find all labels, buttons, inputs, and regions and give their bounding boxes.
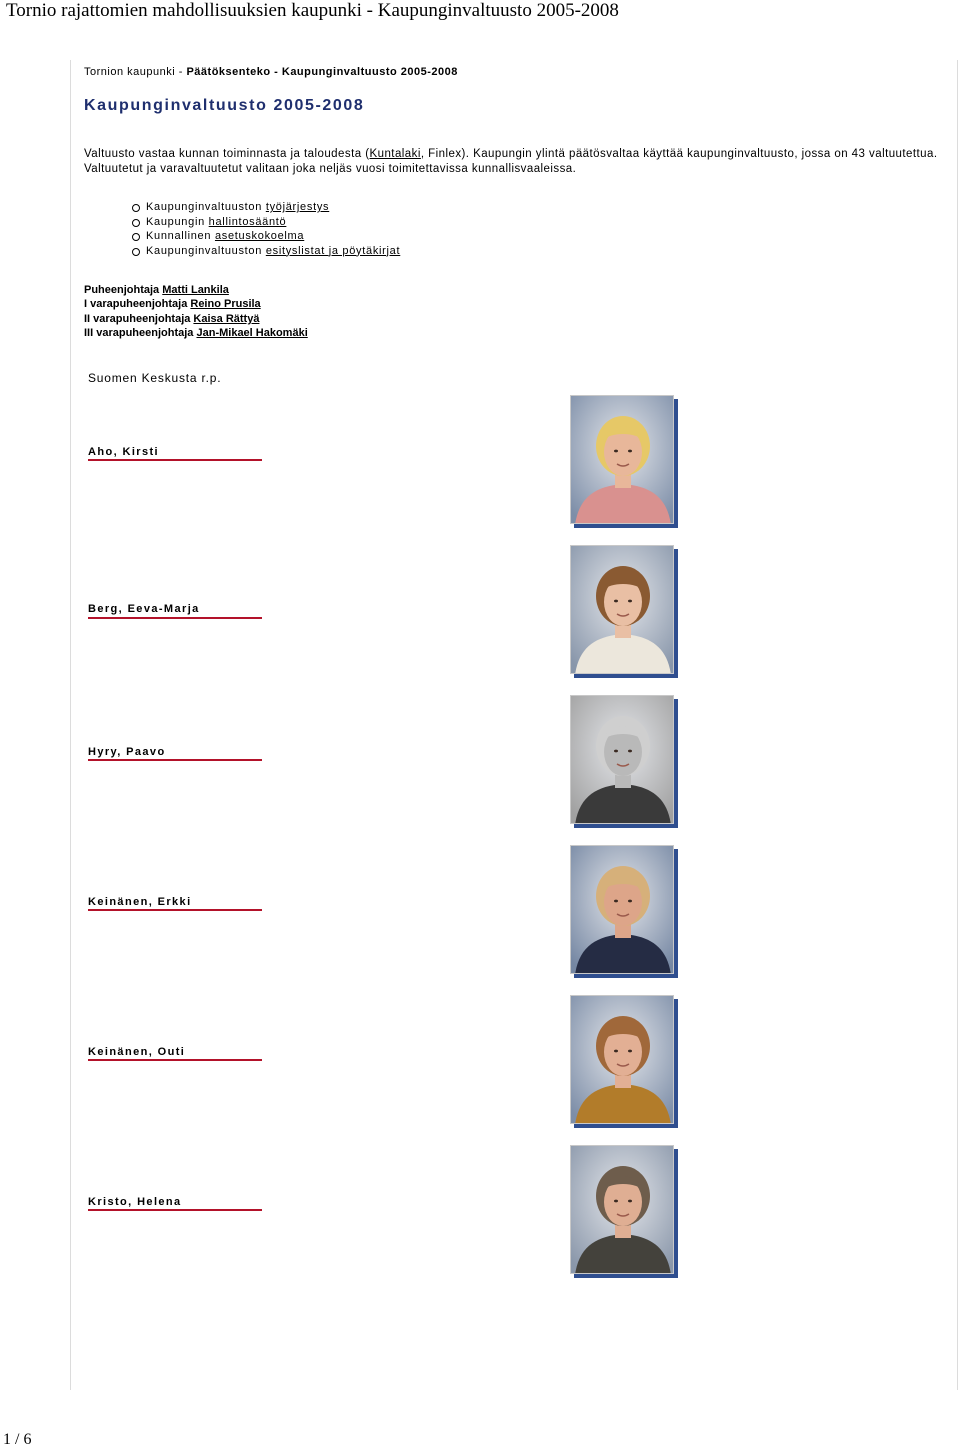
officer-name-link[interactable]: Kaisa Rättyä (193, 312, 260, 325)
officer-name-link[interactable]: Jan-Mikael Hakomäki (196, 326, 308, 339)
officer-role: I varapuheenjohtaja (84, 298, 191, 311)
intro-text-1: Valtuusto vastaa kunnan toiminnasta ja taloudesta ( (84, 148, 370, 160)
member-photo (570, 695, 678, 828)
page-heading: Kaupunginvaltuusto 2005-2008 (84, 97, 365, 114)
officer-row (84, 326, 308, 340)
officer-row (84, 297, 308, 311)
name-underline-rule (88, 759, 262, 761)
intro-paragraph (84, 147, 944, 177)
member-photo (570, 545, 678, 678)
link-prefix: Kunnallinen (146, 230, 215, 242)
officer-row (84, 283, 308, 297)
officer-role: Puheenjohtaja (84, 284, 163, 296)
member-photo (570, 845, 678, 978)
intro-text-2: , Finlex). Kaupungin ylintä päätösvaltaa käyttää kaupunginvaltuusto, jossa on 43 valtuutettua. Valtuutetut ja varavaltuutetut valitaan joka neljäs vuosi toimitettavissa kunnallisvaaleissa. (84, 148, 938, 175)
link-prefix: Kaupunginvaltuuston (146, 201, 266, 213)
content-frame (70, 60, 958, 1390)
officer-name-link[interactable]: Matti Lankila (162, 284, 229, 296)
kuntalaki-link[interactable]: Kuntalaki (369, 148, 421, 160)
member-photo (570, 995, 678, 1128)
officer-role: II varapuheenjohtaja (84, 312, 194, 325)
name-underline-rule (88, 1209, 262, 1211)
breadcrumb-current: Päätöksenteko - Kaupunginvaltuusto 2005-2008 (186, 66, 458, 78)
document-links-list (130, 200, 400, 258)
list-item (130, 244, 400, 259)
member-name-link[interactable]: Hyry, Paavo (88, 746, 166, 758)
member-photo (570, 1145, 678, 1278)
tyojarjestys-link[interactable]: työjärjestys (265, 201, 330, 213)
member-name-link[interactable]: Aho, Kirsti (88, 446, 160, 458)
link-prefix: Kaupungin (146, 215, 209, 228)
officer-name-link[interactable]: Reino Prusila (190, 298, 261, 311)
breadcrumb (84, 66, 458, 78)
name-underline-rule (88, 459, 262, 461)
portrait-photo-icon (570, 395, 674, 524)
member-name-link[interactable]: Berg, Eeva-Marja (88, 603, 200, 615)
portrait-photo-icon (570, 845, 674, 974)
breadcrumb-prefix[interactable]: Tornion kaupunki - (84, 66, 187, 78)
portrait-photo-icon (570, 995, 674, 1124)
member-name-link[interactable]: Keinänen, Erkki (88, 896, 192, 908)
asetuskokoelma-link[interactable]: asetuskokoelma (214, 230, 305, 242)
portrait-photo-icon (570, 1145, 674, 1274)
member-name-link[interactable]: Kristo, Helena (88, 1196, 182, 1208)
officers-list (84, 283, 308, 340)
officer-row (84, 312, 308, 326)
esityslistat-link[interactable]: esityslistat ja pöytäkirjat (265, 244, 401, 257)
page-number: 1 / 6 (3, 1431, 32, 1448)
name-underline-rule (88, 909, 262, 911)
portrait-photo-icon (570, 695, 674, 824)
name-underline-rule (88, 1059, 262, 1061)
party-name: Suomen Keskusta r.p. (88, 371, 222, 385)
hallintosaanto-link[interactable]: hallintosääntö (208, 215, 287, 228)
list-item (130, 215, 400, 230)
member-name-link[interactable]: Keinänen, Outi (88, 1046, 186, 1058)
list-item (130, 229, 400, 244)
name-underline-rule (88, 617, 262, 619)
portrait-photo-icon (570, 545, 674, 674)
list-item (130, 200, 400, 215)
document-title: Tornio rajattomien mahdollisuuksien kaupunki - Kaupunginvaltuusto 2005-2008 (6, 0, 619, 21)
member-photo (570, 395, 678, 528)
link-prefix: Kaupunginvaltuuston (146, 244, 266, 257)
officer-role: III varapuheenjohtaja (84, 326, 197, 339)
